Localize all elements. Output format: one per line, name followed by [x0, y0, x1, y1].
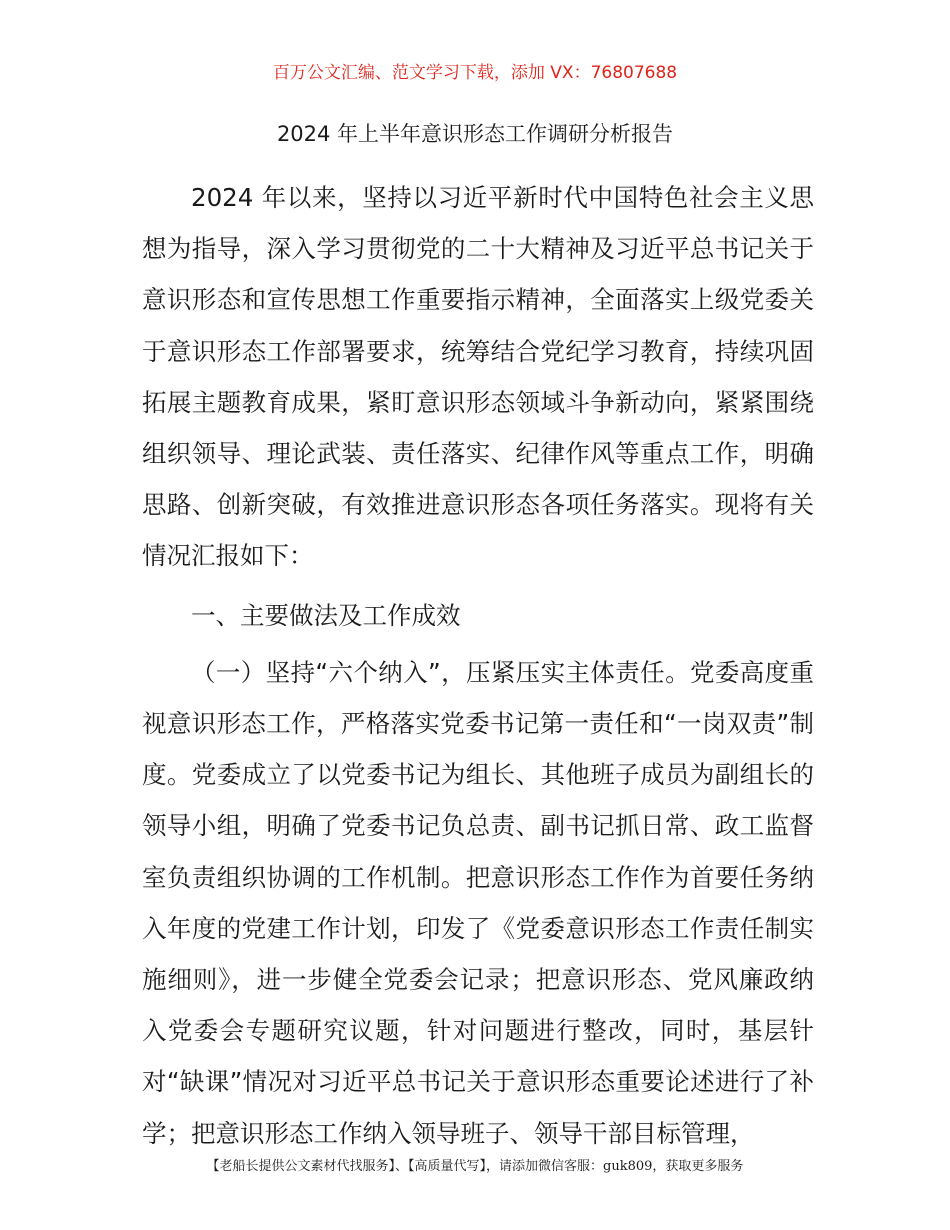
section-heading: 一、主要做法及工作成效 [191, 600, 461, 630]
document-title: 2024 年上半年意识形态工作调研分析报告 [276, 122, 674, 146]
subsection-paragraph: （一）坚持“六个纳入”，压紧压实主体责任。党委高度重视意识形态工作，严格落实党委书记第一责任和“一岗双责”制度。党委成立了以党委书记为组长、其他班子成员为副组长的领导小组，明确了党委书记负总责、副书记抓日常、政工监督室负责组织协调的工作机制。把意识形态工作作为首要任务纳入年度的党建工作计划，印发了《党委意识形态工作责任制实施细则》，进一步健全党委会记录；把意识形态、党风廉政纳入党委会专题研究议题，针对问题进行整改，同时，基层针对“缺课”情况对习近平总书记关于意识形态重要论述进行了补学；把意识形态工作纳入领导班子、领导干部目标管理， [142, 657, 814, 1148]
intro-paragraph: 2024 年以来，坚持以习近平新时代中国特色社会主义思想为指导，深入学习贯彻党的二十大精神及习近平总书记关于意识形态和宣传思想工作重要指示精神，全面落实上级党委关于意识形态工作部署要求，统筹结合党纪学习教育，持续巩固拓展主题教育成果，紧盯意识形态领域斗争新动向，紧紧围绕组织领导、理论武装、责任落实、纪律作风等重点工作，明确思路、创新突破，有效推进意识形态各项任务落实。现将有关情况汇报如下： [142, 183, 814, 571]
document-body [142, 172, 814, 1159]
footer-note: 【老船长提供公文素材代找服务】、【高质量代写】，请添加微信客服：guk809，获取更多服务 [206, 1159, 744, 1174]
header-banner: 百万公文汇编、范文学习下载，添加 VX：76807688 [272, 63, 678, 83]
